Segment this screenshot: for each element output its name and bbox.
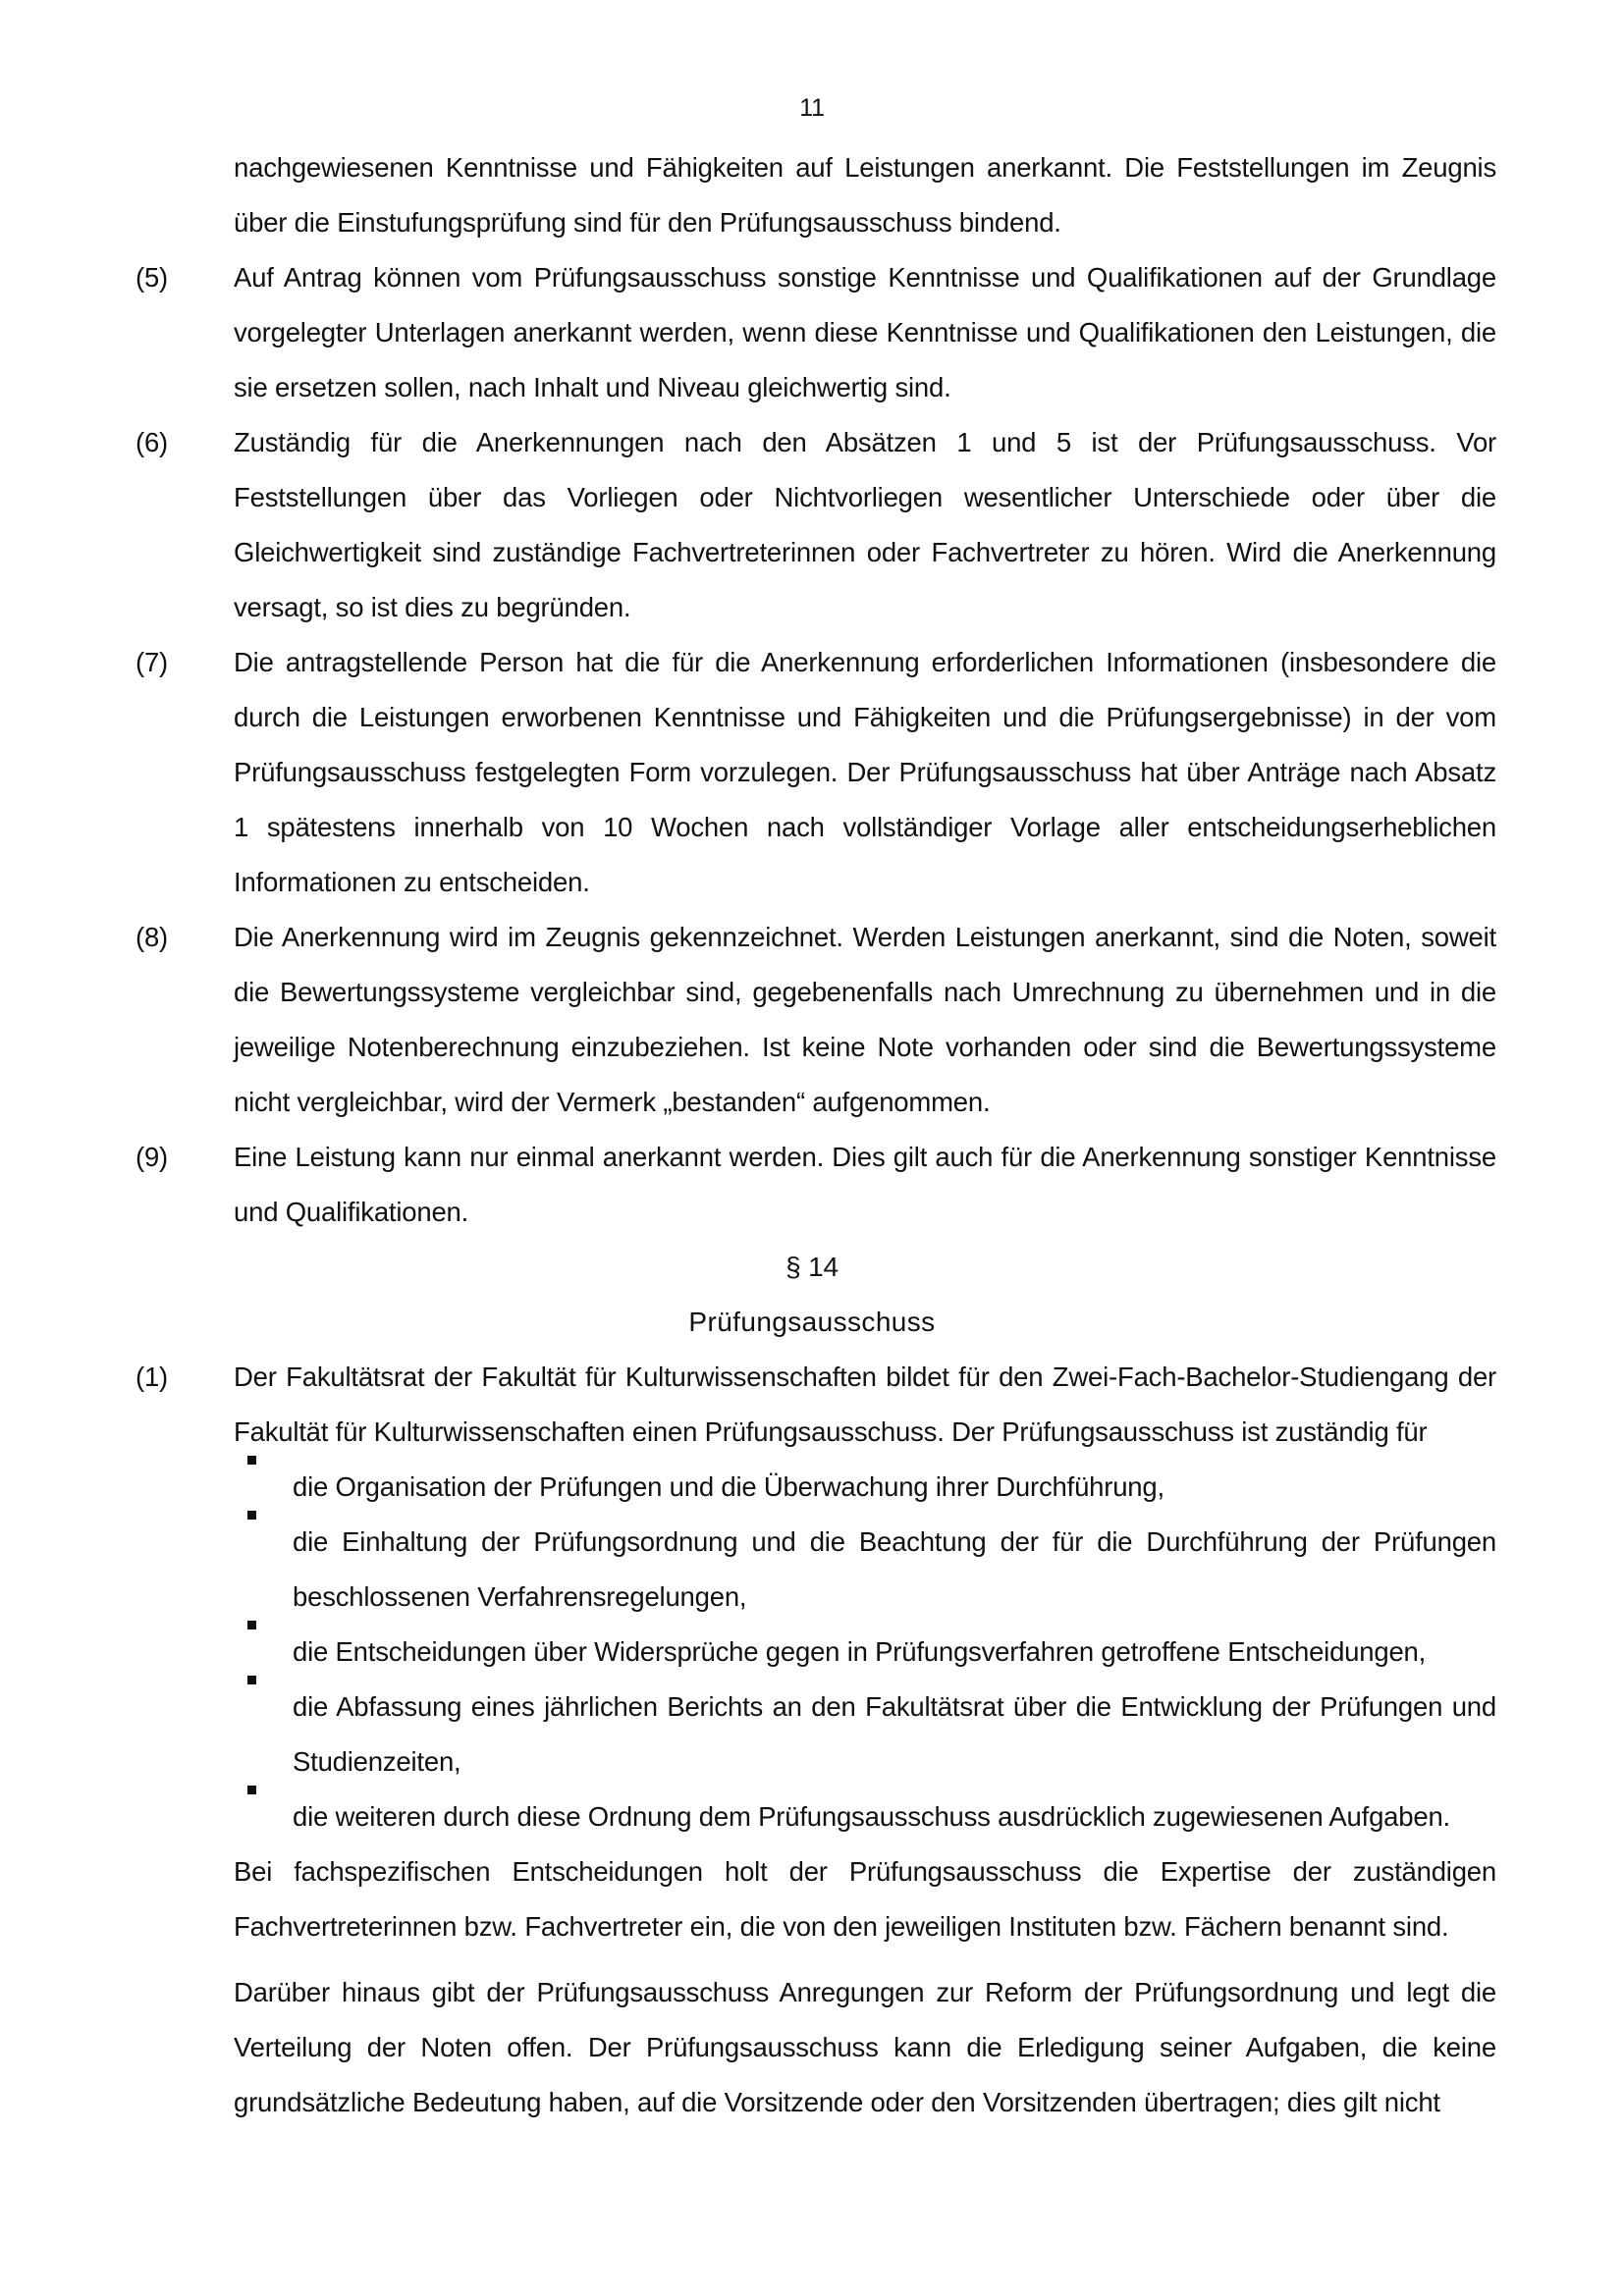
section-title: Prüfungsausschuss	[688, 1307, 936, 1337]
list-item: die Entscheidungen über Widersprüche gegen in Prüfungsverfahren getroffene Entscheidungen,	[293, 1636, 1427, 1667]
paragraph-number: (8)	[135, 922, 169, 952]
bullet-icon	[247, 1676, 256, 1684]
paragraph-text: Die antragstellende Person hat die für die Anerkennung erforderlichen Informationen (insbesondere die durch die Leistungen erworbenen Kenntnisse und Fähigkeiten und die Prüfungsergebnisse) in der vom Prüfungsausschuss festgelegten Form vorzulegen. Der Prüfungsausschuss hat über Anträge nach Absatz 1 spätestens innerhalb von 10 Wochen nach vollständiger Vorlage aller entscheidungserheblichen Informationen zu entscheiden.	[234, 647, 1496, 897]
paragraph-intro: Der Fakultätsrat der Fakultät für Kulturwissenschaften bildet für den Zwei-Fach-Bachelor-Studiengang der Fakultät für Kulturwissenschaften einen Prüfungsausschuss. Der Prüfungsausschuss ist zuständig für	[234, 1362, 1496, 1447]
bullet-icon	[247, 1511, 256, 1520]
list-item: die Einhaltung der Prüfungsordnung und die Beachtung der für die Durchführung der Prüfungen beschlossenen Verfahrensregelungen,	[293, 1526, 1496, 1612]
list-item: die weiteren durch diese Ordnung dem Prüfungsausschuss ausdrücklich zugewiesenen Aufgaben.	[293, 1801, 1450, 1832]
page-number: 11	[799, 94, 825, 122]
section-number: § 14	[785, 1252, 839, 1282]
paragraph-text: Zuständig für die Anerkennungen nach den Absätzen 1 und 5 ist der Prüfungsausschuss. Vor Feststellungen über das Vorliegen oder Nichtvorliegen wesentlicher Unterschiede oder über die Gleichwertigkeit sind zuständige Fachvertreterinnen oder Fachvertreter zu hören. Wird die Anerkennung versagt, so ist dies zu begründen.	[234, 427, 1496, 622]
paragraph-text: Die Anerkennung wird im Zeugnis gekennzeichnet. Werden Leistungen anerkannt, sind die Noten, soweit die Bewertungssysteme vergleichbar sind, gegebenenfalls nach Umrechnung zu übernehmen und in die jeweilige Notenberechnung einzubeziehen. Ist keine Note vorhanden oder sind die Bewertungssysteme nicht vergleichbar, wird der Vermerk „bestanden“ aufgenommen.	[234, 922, 1496, 1117]
list-item: die Abfassung eines jährlichen Berichts an den Fakultätsrat über die Entwicklung der Prüfungen und Studienzeiten,	[293, 1691, 1496, 1777]
paragraph-number: (9)	[135, 1142, 169, 1172]
bullet-icon	[247, 1621, 256, 1629]
paragraph-number: (1)	[135, 1362, 169, 1392]
paragraph-number: (6)	[135, 427, 169, 457]
bullet-icon	[247, 1786, 256, 1794]
paragraph-text: Darüber hinaus gibt der Prüfungsausschuss Anregungen zur Reform der Prüfungsordnung und legt die Verteilung der Noten offen. Der Prüfungsausschuss kann die Erledigung seiner Aufgaben, die keine grundsätzliche Bedeutung haben, auf die Vorsitzende oder den Vorsitzenden übertragen; dies gilt nicht	[234, 1977, 1496, 2117]
continuation-paragraph: nachgewiesenen Kenntnisse und Fähigkeiten auf Leistungen anerkannt. Die Feststellungen im Zeugnis über die Einstufungsprüfung sind für den Prüfungsausschuss bindend.	[234, 152, 1496, 238]
paragraph-number: (7)	[135, 647, 169, 677]
paragraph-text: Auf Antrag können vom Prüfungsausschuss sonstige Kenntnisse und Qualifikationen auf der Grundlage vorgelegter Unterlagen anerkannt werden, wenn diese Kenntnisse und Qualifikationen den Leistungen, die sie ersetzen sollen, nach Inhalt und Niveau gleichwertig sind.	[234, 262, 1496, 402]
paragraph-number: (5)	[135, 262, 169, 293]
paragraph-text: Eine Leistung kann nur einmal anerkannt werden. Dies gilt auch für die Anerkennung sonstiger Kenntnisse und Qualifikationen.	[234, 1142, 1496, 1227]
bullet-icon	[247, 1456, 256, 1465]
paragraph-text: Bei fachspezifischen Entscheidungen holt der Prüfungsausschuss die Expertise der zuständigen Fachvertreterinnen bzw. Fachvertreter ein, die von den jeweiligen Instituten bzw. Fächern benannt sind.	[234, 1856, 1496, 1942]
list-item: die Organisation der Prüfungen und die Überwachung ihrer Durchführung,	[293, 1471, 1164, 1502]
